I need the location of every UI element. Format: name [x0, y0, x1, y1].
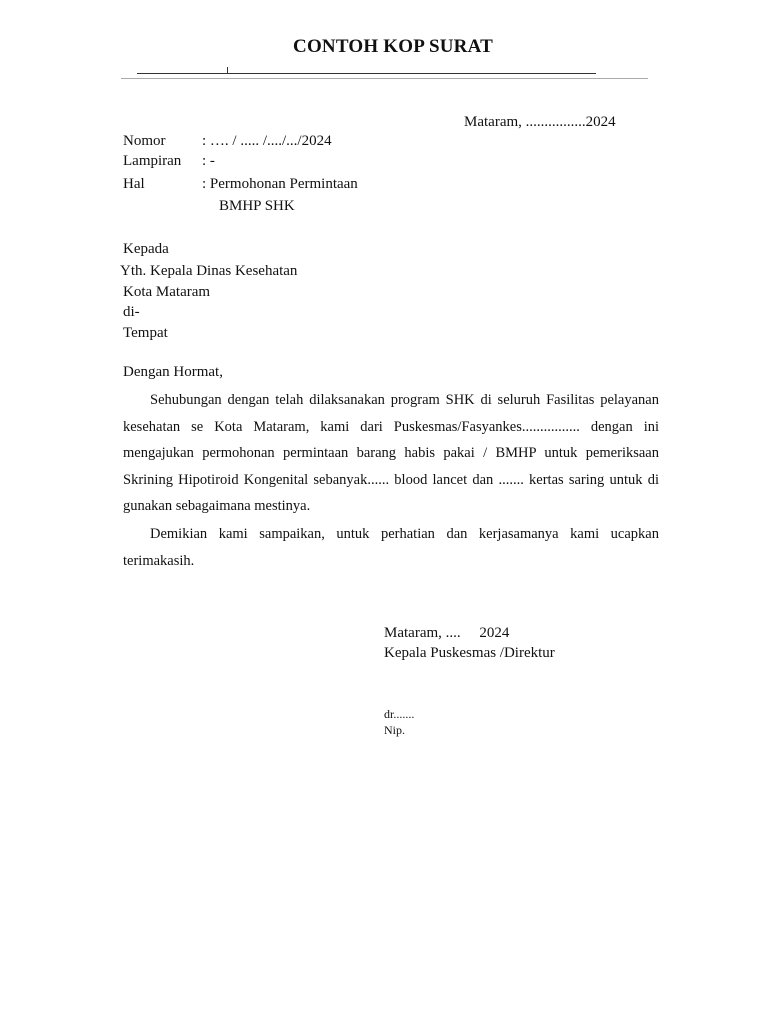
letterhead-rule-bottom: [121, 78, 648, 79]
nomor-label: Nomor: [123, 133, 166, 149]
lampiran-label: Lampiran: [123, 153, 182, 169]
recipient-line-kota: Kota Mataram: [123, 284, 211, 300]
recipient-line-tempat: Tempat: [123, 325, 168, 341]
lampiran-value: : -: [202, 153, 215, 169]
hal-label: Hal: [123, 176, 145, 192]
body-paragraph-2: Demikian kami sampaikan, untuk perhatian dan kerjasamanya kami ucapkan terimakasih.: [123, 526, 659, 569]
recipient-line-yth: Yth. Kepala Dinas Kesehatan: [120, 263, 298, 279]
nomor-value: : …. / ..... /..../.../2024: [202, 133, 332, 149]
hal-value-line2: BMHP SHK: [219, 198, 295, 214]
signature-name: dr.......: [384, 707, 415, 721]
letterhead-rule-tick: [227, 67, 228, 73]
body-paragraph-1: Sehubungan dengan telah dilaksanakan program SHK di seluruh Fasilitas pelayanan kesehatan se Kota Mataram, kami dari Puskesmas/Fasyankes................ dengan ini mengajukan permohonan permintaan barang habis pakai / BMHP untuk pemeriksaan Skrining Hipotiroid Kongenital sebanyak...... blood lancet dan ....... kertas saring untuk di gunakan sebagaimana mestinya.: [123, 392, 659, 514]
signature-position: Kepala Puskesmas /Direktur: [384, 645, 555, 661]
hal-value-line1: : Permohonan Permintaan: [202, 176, 358, 192]
signature-date: Mataram, .... 2024: [384, 625, 510, 641]
greeting: Dengan Hormat,: [123, 364, 223, 380]
letterhead-title: CONTOH KOP SURAT: [293, 36, 493, 57]
recipient-line-di: di-: [123, 304, 140, 320]
letter-date: Mataram, ................2024: [464, 114, 616, 130]
recipient-line-kepada: Kepada: [123, 241, 169, 257]
signature-nip: Nip.: [384, 723, 405, 737]
letterhead-rule-top: [137, 73, 596, 74]
